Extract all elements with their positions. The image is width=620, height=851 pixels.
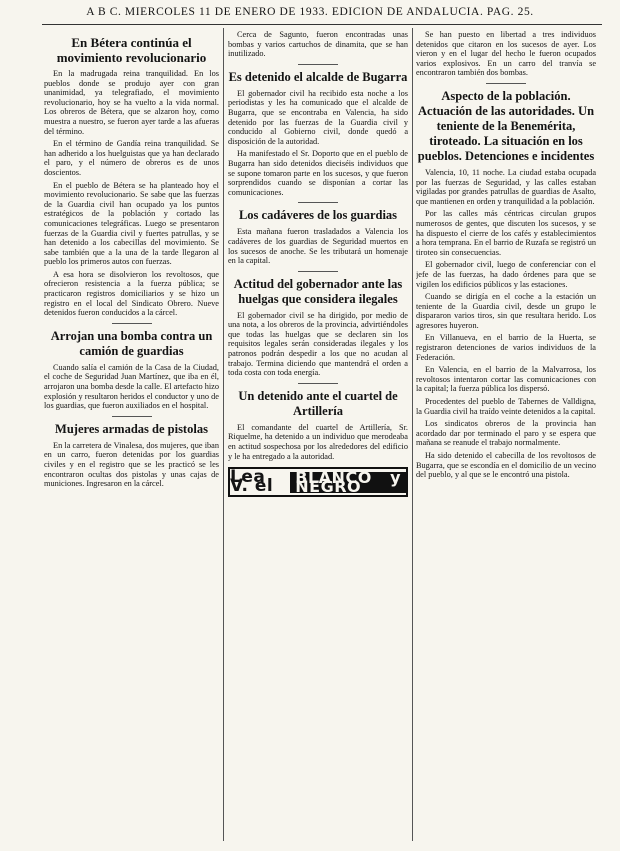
paragraph: Ha manifestado el Sr. Doporto que en el pueblo de Bugarra han sido detenidos dieciséis individuos que se supone tomaron parte en los sucesos, y que fueron sorprendidos cuando se disponían a cortar las comunicaciones. bbox=[228, 149, 408, 197]
paragraph: En el término de Gandía reina tranquilidad. Se han adherido a los huelguistas que ya han declarado el paro, y el número de obreros es de unos doscientos. bbox=[44, 139, 219, 177]
column-divider-2 bbox=[412, 28, 413, 841]
column-3 bbox=[416, 30, 596, 843]
paragraph: Valencia, 10, 11 noche. La ciudad estaba ocupada por las fuerzas de Seguridad, y las calles estaban vigiladas por grandes patrullas de guardias de Asalto, que mantienen en orden y tranquilidad a la población. bbox=[416, 167, 596, 206]
paragraph: En la madrugada reina tranquilidad. En los pueblos donde se produjo ayer con gran unanimidad, ya telegrafiado, el movimiento revolucionario, hoy se ha vuelto a la vida normal. Los obreros de Bétera, que se alzaron hoy, como muestra a nuestro, se fueron ayer tarde a las afueras del término. bbox=[44, 69, 219, 136]
separator bbox=[298, 64, 338, 65]
paragraph: Los sindicatos obreros de la provincia han acordado dar por terminado el paro y se espera que mañana se reanude el trabajo normalmente. bbox=[416, 419, 596, 448]
column-2 bbox=[228, 30, 408, 843]
paragraph: Cerca de Sagunto, fueron encontradas unas bombas y varios cartuchos de dinamita, que se han inutilizado. bbox=[228, 30, 408, 59]
ad-title-box: BLANCO y NEGRO bbox=[290, 472, 406, 493]
headline-alcalde-bugarra: Es detenido el alcalde de Bugarra bbox=[228, 69, 408, 84]
ad-text: Lea V. el bbox=[230, 466, 274, 497]
paragraph: Ha sido detenido el cabecilla de los revoltosos de Bugarra, que se escondía en el domicilio de un vecino del pueblo, y al que se le encontró una pistola. bbox=[416, 451, 596, 480]
paragraph: El gobernador civil, luego de conferenciar con el jefe de las fuerzas, ha dado órdenes para que se vigilen los edificios públicos y las estaciones. bbox=[416, 260, 596, 289]
separator bbox=[298, 383, 338, 384]
paragraph: El gobernador civil se ha dirigido, por medio de una nota, a los obreros de la provincia, advirtiéndoles que todas las huelgas que se declaren sin los requisitos legales serán consideradas ilegales y los patronos podrán despedir a los que no acudan al trabajo. Termina diciendo que mantendrá el orden a toda costa con toda energía. bbox=[228, 310, 408, 378]
column-divider-1 bbox=[223, 28, 224, 841]
advertisement-blanco-y-negro bbox=[228, 467, 408, 497]
separator bbox=[486, 83, 526, 84]
headline-bomba: Arrojan una bomba contra un camión de guardias bbox=[50, 328, 213, 358]
column-1 bbox=[44, 30, 219, 843]
headline-betera: En Bétera continúa el movimiento revolucionario bbox=[56, 35, 207, 65]
headline-artilleria: Un detenido ante el cuartel de Artillería bbox=[238, 388, 398, 418]
separator bbox=[112, 323, 152, 324]
paragraph: Esta mañana fueron trasladados a Valencia los cadáveres de los guardias de Seguridad muertos en los sucesos de anoche. Se les tributará un homenaje en la capital. bbox=[228, 227, 408, 266]
paragraph: En Valencia, en el barrio de la Malvarrosa, los revoltosos intentaron cortar las comunicaciones con la capital; la fuerza pública los dispersó. bbox=[416, 365, 596, 394]
paragraph: El comandante del cuartel de Artillería, Sr. Riquelme, ha detenido a un individuo que merodeaba en actitud sospechosa por los alrededores del edificio y le ha entregado a la autoridad. bbox=[228, 422, 408, 461]
paragraph: Se han puesto en libertad a tres individuos detenidos que citaron en los sucesos de ayer. Los vieron y en el lugar del hecho le fueron ocupados varios explosivos. En un carro del tranvía se encontraron también dos bombas. bbox=[416, 30, 596, 78]
headline-mujeres: Mujeres armadas de pistolas bbox=[55, 421, 208, 436]
paragraph: Procedentes del pueblo de Tabernes de Valldigna, la Guardia civil ha traído veinte detenidos a la capital. bbox=[416, 397, 596, 416]
paragraph: El gobernador civil ha recibido esta noche a los periodistas y les ha comunicado que el alcalde de Bugarra, que se encontraba en Valencia, ha sido detenido por las fuerzas de la Guardia civil y conducido al Gobierno civil, donde quedó a disposición de la autoridad. bbox=[228, 88, 408, 146]
paragraph: En la carretera de Vinalesa, dos mujeres, que iban en un carro, fueron detenidas por los guardias civiles y en el registro que se les practicó se les encontraron ocultas dos pistolas y unas cajas de municiones. Ingresaron en la cárcel. bbox=[44, 440, 219, 489]
header-rule bbox=[42, 24, 602, 25]
page-header: A B C. MIERCOLES 11 DE ENERO DE 1933. EDICION DE ANDALUCIA. PAG. 25. bbox=[86, 6, 534, 18]
paragraph: A esa hora se disolvieron los revoltosos, que ofrecieron resistencia a la fuerza pública; se practicaron registros domiciliarios y se hizo un registro en el local del Sindicato Obrero. Nueve detenidos fueron conducidos a la cárcel. bbox=[44, 269, 219, 318]
separator bbox=[298, 202, 338, 203]
paragraph: Por las calles más céntricas circulan grupos numerosos de gentes, que discuten los sucesos, y se ha dispuesto el cierre de los cafés y establecimientos a hora temprana. En el barrio de Ruzafa se registró un tiroteo sin consecuencias. bbox=[416, 209, 596, 257]
paragraph: En Villanueva, en el barrio de la Huerta, se registraron detenciones de varios individuos de la Federación. bbox=[416, 333, 596, 362]
separator bbox=[112, 416, 152, 417]
separator bbox=[298, 271, 338, 272]
headline-cadaveres: Los cadáveres de los guardias bbox=[238, 208, 398, 223]
paragraph: Cuando salía el camión de la Casa de la Ciudad, el coche de Seguridad Juan Martínez, que iba en él, arrojaron una bomba desde la calle. El artefacto hizo explosión y resultaron heridos el conductor y uno de los guardias, que fueron auxiliados en el hospital. bbox=[44, 362, 219, 411]
headline-aspecto-poblacion: Aspecto de la población. Actuación de las autoridades. Un teniente de la Benemérita, tiroteado. La situación en los pueblos. Detenciones e incidentes bbox=[417, 88, 595, 163]
paragraph: En el pueblo de Bétera se ha planteado hoy el movimiento revolucionario. Se sabe que las fuerzas de la Guardia civil han ocupado ya los puntos estratégicos de la población y cortado las comunicaciones telegráficas. Luego se presentaron fuerzas de la Guardia civil y fuertes patrullas, y se han detenido a los cabecillas del movimiento. Se sabe también que a la una de la tarde llegaron al pueblo los primeros autos con fuerzas. bbox=[44, 180, 219, 267]
paragraph: Cuando se dirigía en el coche a la estación un teniente de la Guardia civil, desde un grupo le dispararon varios tiros, sin que resultara herido. Los agresores huyeron. bbox=[416, 292, 596, 330]
headline-gobernador: Actitud del gobernador ante las huelgas que considera ilegales bbox=[233, 276, 403, 306]
